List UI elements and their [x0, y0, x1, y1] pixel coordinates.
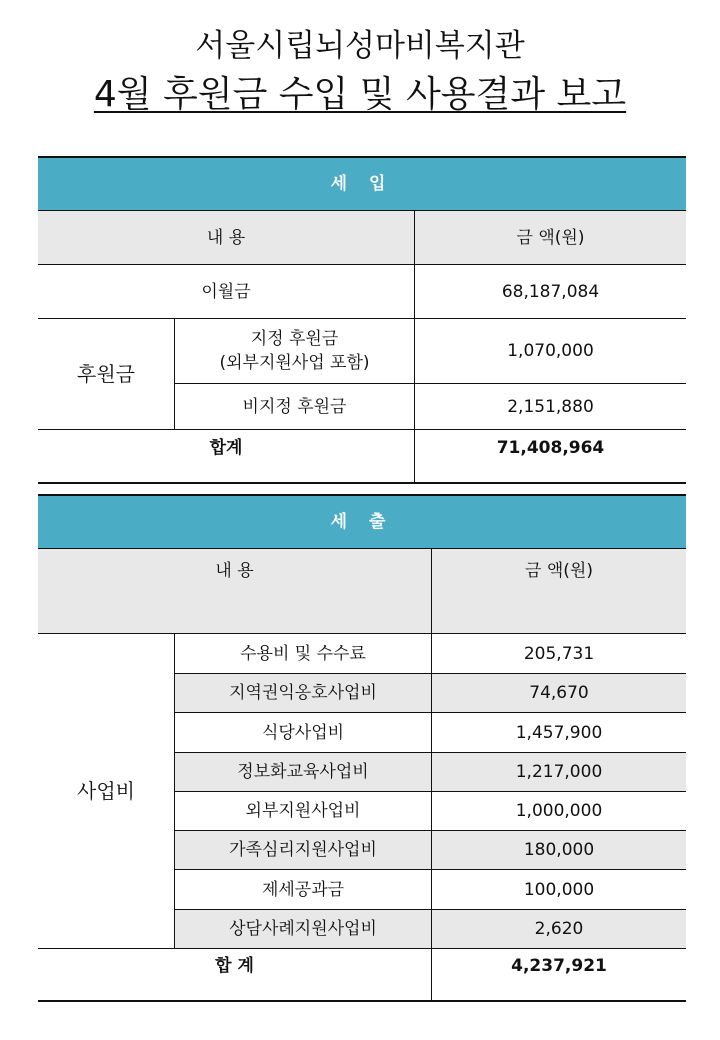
expense-total-label: 합 계 [215, 956, 254, 976]
expense-row-amount: 2,620 [432, 910, 686, 948]
expense-row-label: 수용비 및 수수료 [240, 643, 366, 664]
expense-row-amount: 1,217,000 [432, 753, 686, 791]
income-table [38, 156, 686, 484]
expense-row-label: 정보화교육사업비 [175, 753, 431, 791]
income-designated-label: 지정 후원금 (외부지원사업 포함) [219, 329, 370, 373]
income-carry-label: 이월금 [201, 281, 251, 302]
expense-row-label: 식당사업비 [261, 722, 345, 743]
expense-row-amount: 100,000 [523, 879, 595, 900]
expense-row-label: 제세공과금 [261, 879, 345, 900]
expense-row-amount: 74,670 [432, 674, 686, 712]
income-col-content: 내 용 [38, 211, 414, 265]
title-line-2 [0, 72, 720, 118]
expense-row-amount: 1,457,900 [515, 722, 603, 743]
title-line-1: 서울시립뇌성마비복지관 [195, 28, 525, 64]
expense-group-label: 사업비 [77, 779, 135, 803]
expense-row-label: 상담사례지원사업비 [175, 910, 431, 948]
income-designated-amount: 1,070,000 [507, 341, 594, 361]
expense-table [38, 494, 686, 1002]
expense-row-label: 가족심리지원사업비 [175, 831, 431, 869]
expense-row-label: 외부지원사업비 [245, 801, 361, 821]
title-line-2-text: 4월 후원금 수입 및 사용결과 보고 [93, 74, 627, 115]
income-section-header: 세 입 [38, 158, 686, 210]
income-total-label: 합계 [209, 438, 243, 458]
expense-row-amount: 205,731 [523, 643, 595, 664]
income-total-amount: 71,408,964 [496, 438, 605, 458]
expense-col-amount: 금 액(원) [432, 549, 686, 634]
expense-total-amount: 4,237,921 [511, 956, 607, 976]
expense-section-header: 세 출 [38, 496, 686, 548]
expense-row-amount: 1,000,000 [515, 801, 603, 821]
expense-col-content: 내 용 [38, 549, 431, 634]
income-col-amount: 금 액(원) [415, 211, 686, 265]
income-carry-amount: 68,187,084 [501, 281, 600, 302]
income-undesignated-label: 비지정 후원금 [242, 396, 347, 417]
expense-row-label: 지역권익옹호사업비 [175, 674, 431, 712]
income-group-label: 후원금 [77, 362, 135, 386]
income-undesignated-amount: 2,151,880 [507, 396, 594, 417]
expense-row-amount: 180,000 [432, 831, 686, 869]
